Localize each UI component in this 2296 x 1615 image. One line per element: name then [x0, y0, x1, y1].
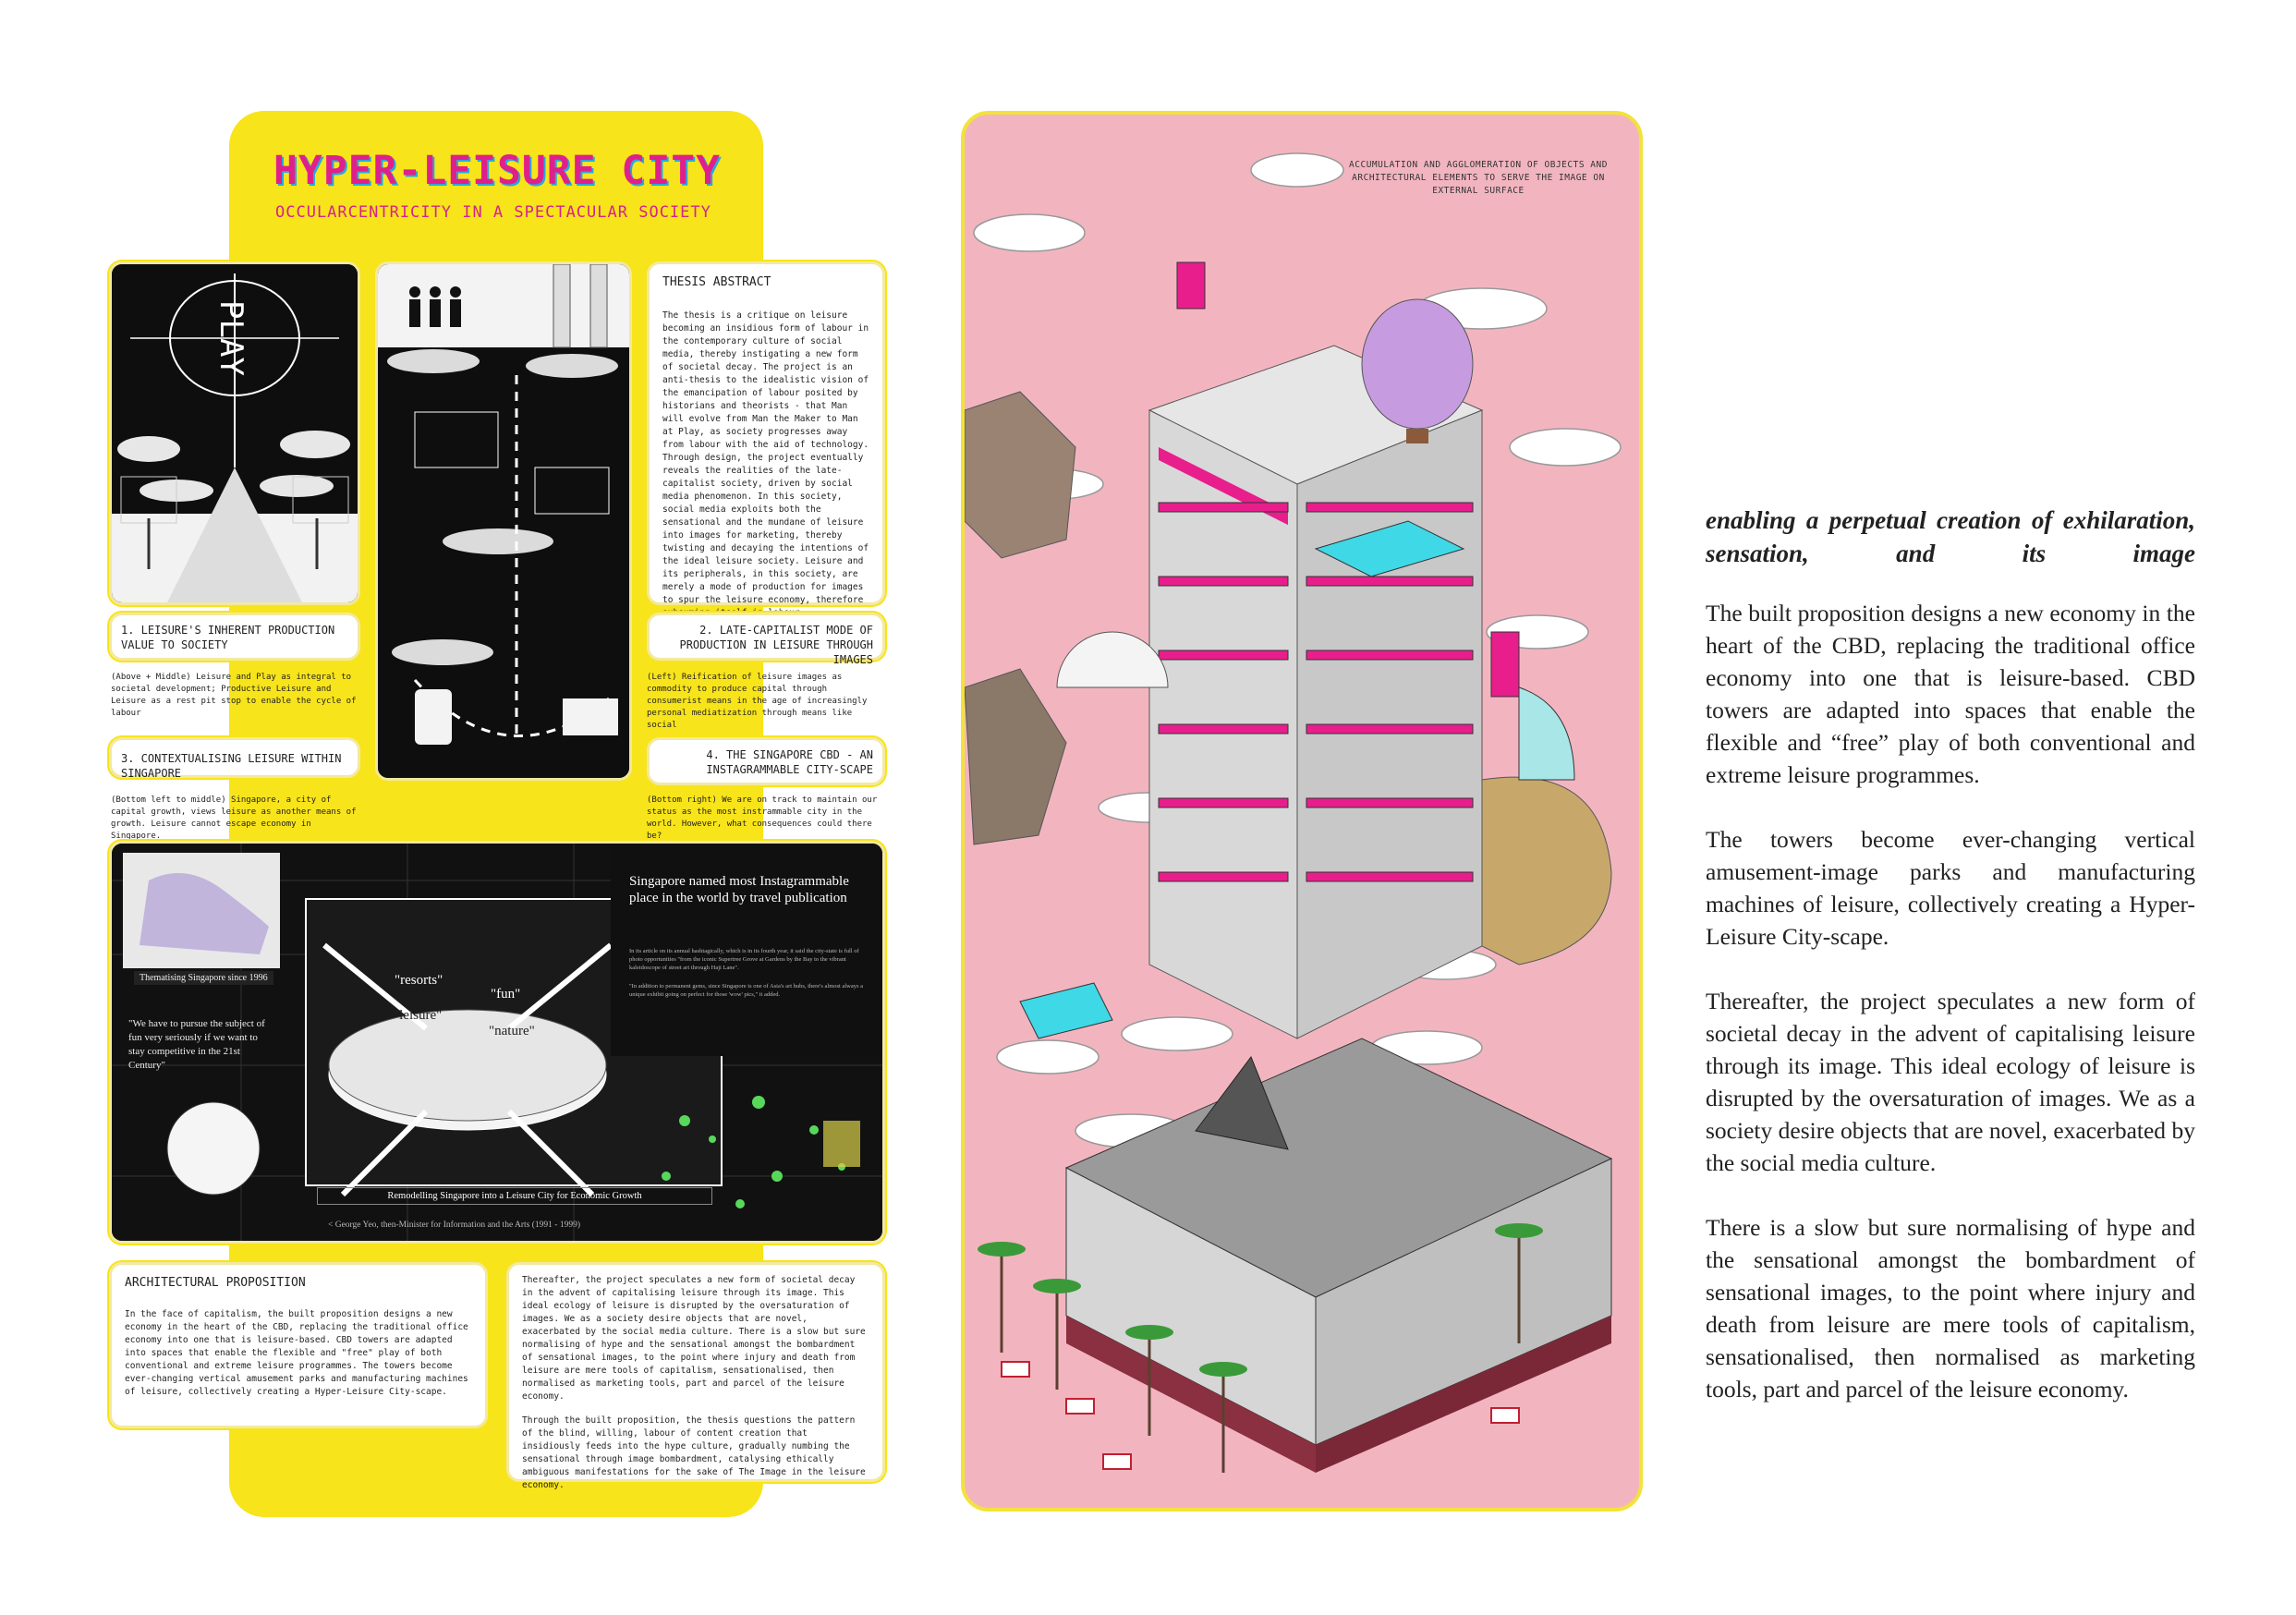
- section-4-label: 4. THE SINGAPORE CBD - AN INSTAGRAMMABLE CITY-SCAPE: [647, 737, 885, 785]
- drawing-note: ACCUMULATION AND AGGLOMERATION OF OBJECTS AND ARCHITECTURAL ELEMENTS TO SERVE THE IMAGE ON EXTERNAL SURFACE: [1349, 160, 1608, 196]
- news-body-2: "In addition to permanent gems, since Singapore is one of Asia's art hubs, there's almost always a unique exhibit going on perfect for those 'wow' pics," it added.: [629, 983, 864, 998]
- word-resorts: "resorts": [395, 973, 443, 988]
- section-1-label: 1. LEISURE'S INHERENT PRODUCTION VALUE TO SOCIETY: [109, 613, 360, 661]
- news-headline: Singapore named most Instagrammable place in the world by travel publication: [629, 874, 849, 905]
- play-drawing: [112, 264, 358, 602]
- word-fun: "fun": [491, 987, 521, 1002]
- body-paragraph-3: Thereafter, the project speculates a new form of societal decay in the advent of capitalising leisure through its image. This ideal ecology of leisure is disrupted by the oversaturation of images. We as a society desire objects that are novel, exacerbated by the social media culture.: [1706, 988, 2195, 1176]
- thesis-abstract-card: [647, 261, 885, 605]
- tower-structure: [1149, 346, 1482, 1038]
- section-4-caption: (Bottom right) We are on track to maintain our status as the most instrammable city in the world. However, what consequences could there be?: [647, 795, 878, 841]
- remodel-caption: Remodelling Singapore into a Leisure City for Economic Growth: [317, 1187, 712, 1205]
- section-2-caption: (Left) Reification of leisure images as commodity to produce capital through consumerist means in the age of increasingly personal mediatization through means like social: [647, 673, 868, 730]
- abstract-body: The thesis is a critique on leisure becoming an insidious form of labour in the contemporary culture of social media, thereby instigating a new form of societal decay. The project is an anti-thesis to the idealistic vision of the emancipation of labour posited by historians and theorists - that Man will evolve from Man the Maker to Man at Play, as society progresses away from labour with the aid of technology. Through design, the project eventually reveals the realities of the late-capitalist society, driven by social media phenomenon. In this society, social media exploits both the sensational and the mundane of leisure into images for marketing, thereby twisting and decaying the intentions of the ideal leisure society. Leisure and its peripherals, in this society, are merely a mode of production for images to spur the leisure economy, therefore: [662, 310, 869, 605]
- section-1-caption: (Above + Middle) Leisure and Play as integral to societal development; Productive Leisure and Leisure as a rest pit stop to enable the cycle of labour: [111, 673, 357, 718]
- section-3-label: 3. CONTEXTUALISING LEISURE WITHIN SINGAPORE: [109, 737, 360, 778]
- body-paragraph-1: The built proposition designs a new economy in the heart of the CBD, replacing the traditional office economy into one that is leisure-based. CBD towers are adapted into spaces that enable the flexible and “free” play of both conventional and extreme leisure programmes.: [1706, 600, 2195, 788]
- body-paragraph-2: The towers become ever-changing vertical amusement-image parks and manufacturing machines of leisure, collectively creating a Hyper-Leisure City-scape.: [1706, 826, 2195, 950]
- quote-text: "We have to pursue the subject of fun very seriously if we want to stay competitive in the 21st Century": [128, 1018, 265, 1071]
- labour-drawing: [378, 264, 629, 778]
- abstract-heading: THESIS ABSTRACT: [662, 275, 771, 289]
- axonometric-panel: [961, 111, 1643, 1512]
- proposition-body-2a: Thereafter, the project speculates a new form of societal decay in the advent of capitalising leisure through its image. This ideal ecology of leisure is disrupted by the oversaturation of images. We as a society desire objects that are novel, exacerbated by the social media culture. There is a slow but sure normalising of hype and the sensational amongst the bombardment of sensational images, to the point where injury and death from leisure are mere tools of capitalism, sensationalised, then normalised as marketing tools, part and parcel of the leisure economy.: [522, 1275, 866, 1402]
- word-nature: "nature": [489, 1024, 535, 1038]
- proposition-heading: ARCHITECTURAL PROPOSITION: [125, 1276, 306, 1290]
- proposition-body-2b: Through the built proposition, the thesis questions the pattern of the blind, willing, labour of content creation that insidiously feeds into the hype culture, gradually numbing the sensational through image bombardment, catalysing ethically ambiguous manifestations for the sake of The Image in the leisure economy.: [522, 1415, 866, 1490]
- proposition-cont-card: [506, 1262, 885, 1490]
- proposition-body: In the face of capitalism, the built proposition designs a new economy in the heart of the CBD, replacing the traditional office economy into one that is leisure-based. CBD towers are adapted into spaces that enable the flexible and "free" play of both conventional and extreme leisure programmes. The towers become ever-changing vertical amusement parks and manufacturing machines of leisure, collectively creating a Hyper-Leisure City-scape.: [125, 1309, 468, 1397]
- section-2-label: 2. LATE-CAPITALIST MODE OF PRODUCTION IN LEISURE THROUGH IMAGES: [647, 613, 885, 661]
- tagline: enabling a perpetual creation of exhilaration, sensation, and its image: [1706, 506, 2195, 567]
- singapore-collage: [109, 841, 885, 1244]
- hyper-leisure-tower-drawing: [965, 115, 1639, 1508]
- svg-text:PLAY: PLAY: [213, 300, 249, 376]
- body-text: [1706, 597, 2195, 1405]
- board-title: HYPER-LEISURE CITY: [273, 148, 721, 194]
- section-3-caption: (Bottom left to middle) Singapore, a city of capital growth, views leisure as another means of growth. Leisure cannot escape economy in Singapore.: [111, 795, 357, 841]
- board-subtitle: OCCULARCENTRICITY IN A SPECTACULAR SOCIETY: [275, 203, 711, 222]
- proposition-card: [109, 1262, 488, 1428]
- credit-caption: < George Yeo, then-Minister for Information and the Arts (1991 - 1999): [328, 1220, 580, 1230]
- body-paragraph-4: There is a slow but sure normalising of hype and the sensational amongst the bombardment of sensational images, to the point where injury and death from leisure are mere tools of capitalism, sensationalised, then normalised as marketing tools, part and parcel of the leisure economy.: [1706, 1214, 2195, 1402]
- news-body-1: In its article on its annual hashtagically, which is in its fourth year, it said the city-state is full of photo opportunities "from the iconic Supertree Grove at Gardens by the Bay to the vibrant kaleidoscope of street art through Haji Lane".: [629, 948, 859, 971]
- themes-label: Thematising Singapore since 1996: [134, 971, 273, 985]
- play-illustration: [109, 261, 360, 605]
- word-leisure: "leisure": [394, 1008, 443, 1023]
- labour-illustration: [375, 261, 632, 781]
